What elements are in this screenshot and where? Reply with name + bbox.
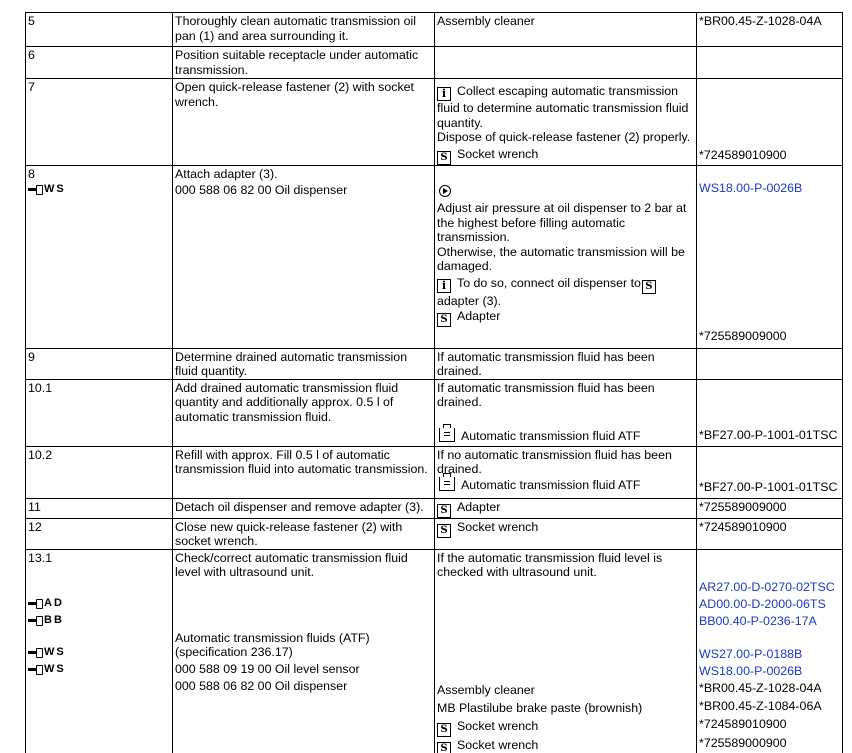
operation-text: Open quick-release fastener (2) with socket wrench. [173,79,435,166]
bb-link[interactable]: BB00.40-P-0236-17A [699,613,817,628]
operation-text: Position suitable receptacle under automatic transmission. [173,47,435,79]
operation-text: Determine drained automatic transmission fluid quantity. [173,348,435,379]
step-number: 10.1 [26,379,173,446]
operation-text: Detach oil dispenser and remove adapter (3). [173,498,435,518]
pointing-hand-icon [28,648,42,657]
operation-text: Thoroughly clean automatic transmission oil pan (1) and area surrounding it. [173,13,435,47]
table-row [26,47,843,79]
operation-text: Add drained automatic transmission fluid quantity and additionally approx. 0.5 l of automatic transmission fluid. [173,379,435,446]
table-row [26,79,843,166]
operation-text: Refill with approx. Fill 0.5 l of automatic transmission fluid into automatic transmission. [173,446,435,498]
table-row [26,498,843,518]
note-text: Adjust air pressure at oil dispenser to 2 bar at the highest before filling automatic transmission. Otherwise, the automatic transmission will be damaged. i To do so, connect oil dispenser to S adapter (3). S Adapter [435,165,697,348]
adapter-tool-icon: S [437,504,451,518]
info-icon: i [437,279,451,293]
note-text: Assembly cleaner [435,13,697,47]
step-number: 11 [26,498,173,518]
reference: AR27.00-D-0270-02TSC AD00.00-D-2000-06TS BB00.40-P-0236-17A WS27.00-P-0188B WS18.00-P-0026B *BR00.45-Z-1028-04A *BR00.45-Z-1084-06A *724589010900 *725589000900 [697,549,843,753]
note-text: If automatic transmission fluid has been drained. [435,348,697,379]
note-text: S Adapter [435,498,697,518]
reference: *BF27.00-P-1001-01TSC [697,446,843,498]
note-text: i Collect escaping automatic transmission fluid to determine automatic transmission fluid quantity. Dispose of quick-release fastener (2) properly. S Socket wrench [435,79,697,166]
table-row [26,446,843,498]
socket-wrench-tool-icon: S [437,151,451,165]
table-row [26,348,843,379]
reference: WS18.00-P-0026B *725589009000 [697,165,843,348]
table-row [26,165,843,348]
ar-link[interactable]: AR27.00-D-0270-02TSC [699,579,835,594]
step-number: 8 WS [26,165,173,348]
bb-pointer: BB [28,612,171,629]
note-text: If automatic transmission fluid has been drained. Automatic transmission fluid ATF [435,379,697,446]
atf-icon [439,477,455,491]
reference: *BF27.00-P-1001-01TSC [697,379,843,446]
pointing-hand-icon [28,665,42,674]
operation-text: Check/correct automatic transmission fluid level with ultrasound unit. Automatic transmission fluids (ATF) (specification 236.17) 000 588 09 19 00 Oil level sensor 000 588 06 82 00 Oil dispenser [173,549,435,753]
ws-link[interactable]: WS18.00-P-0026B [699,663,803,678]
note-text: If the automatic transmission fluid level is checked with ultrasound unit. Assembly cleaner MB Plastilube brake paste (brownish) S Socket wrench S Socket wrench [435,549,697,753]
reference: *724589010900 [697,518,843,549]
table-row [26,549,843,753]
reference: *724589010900 [697,79,843,166]
ws-pointer: WS [28,661,171,678]
ws-pointer: WS [28,644,171,661]
atf-icon [439,428,455,442]
adapter-tool-icon: S [642,280,656,294]
pointing-hand-icon [28,616,42,625]
ws-link[interactable]: WS18.00-P-0026B [699,180,803,195]
procedure-table [25,12,843,753]
info-icon: i [437,87,451,101]
ws-pointer: WS [28,181,171,198]
operation-text: Attach adapter (3). 000 588 06 82 00 Oil dispenser [173,165,435,348]
note-text: S Socket wrench [435,518,697,549]
step-number: 10.2 [26,446,173,498]
ws-link[interactable]: WS27.00-P-0188B [699,646,803,661]
table-row [26,13,843,47]
step-number: 5 [26,13,173,47]
note-text: If no automatic transmission fluid has been drained. Automatic transmission fluid ATF [435,446,697,498]
pointing-hand-icon [28,185,42,194]
ad-pointer: AD [28,595,171,612]
socket-wrench-tool-icon: S [437,742,451,753]
reference: *725589009000 [697,498,843,518]
socket-wrench-tool-icon: S [437,524,451,538]
table-row [26,518,843,549]
step-number: 6 [26,47,173,79]
caution-icon [439,185,451,197]
step-number: 9 [26,348,173,379]
ad-link[interactable]: AD00.00-D-2000-06TS [699,596,826,611]
socket-wrench-tool-icon: S [437,723,451,737]
step-number: 13.1 AD BB WS WS [26,549,173,753]
step-number: 7 [26,79,173,166]
table-row [26,379,843,446]
operation-text: Close new quick-release fastener (2) with socket wrench. [173,518,435,549]
reference: *BR00.45-Z-1028-04A [697,13,843,47]
pointing-hand-icon [28,599,42,608]
step-number: 12 [26,518,173,549]
adapter-tool-icon: S [437,313,451,327]
